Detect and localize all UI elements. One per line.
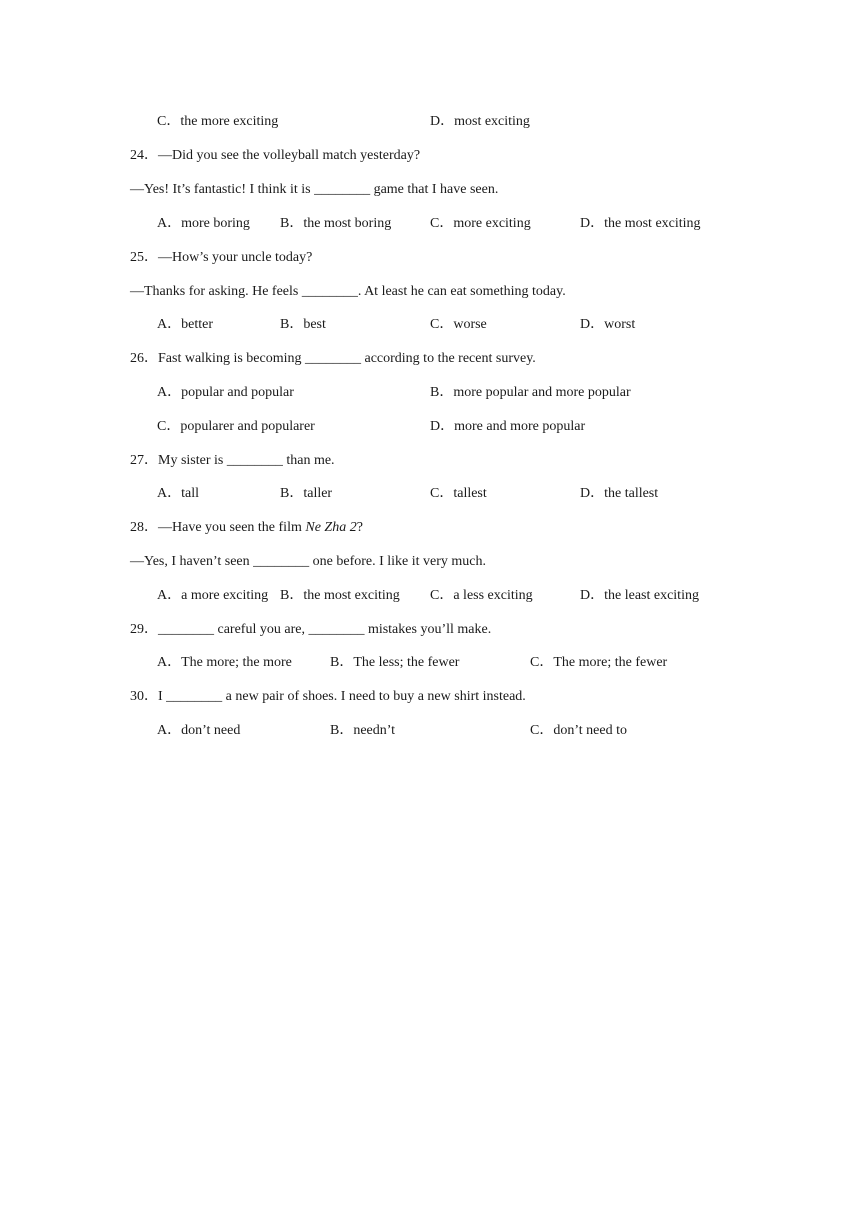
question-27-option-c[interactable]: C．tallest: [430, 486, 487, 501]
question-24-option-b[interactable]: B．the most boring: [280, 216, 392, 231]
option-d-prev[interactable]: D．most exciting: [430, 114, 530, 129]
question-25-option-d[interactable]: D．worst: [580, 317, 636, 332]
question-29-stem: 29．________ careful you are, ________ mistakes you’ll make.: [130, 622, 492, 637]
question-24-reply: —Yes! It’s fantastic! I think it is ________ game that I have seen.: [130, 182, 499, 197]
question-25-option-c[interactable]: C．worse: [430, 317, 487, 332]
question-26-option-d[interactable]: D．more and more popular: [430, 419, 586, 434]
question-26-option-b[interactable]: B．more popular and more popular: [430, 385, 631, 400]
question-27-option-a[interactable]: A．tall: [157, 486, 199, 501]
question-28-stem-text: 28．—Have you seen the film: [130, 520, 306, 535]
question-30-option-a[interactable]: A．don’t need: [157, 723, 241, 738]
question-28-reply: —Yes, I haven’t seen ________ one before. I like it very much.: [130, 554, 487, 569]
question-27-stem: 27．My sister is ________ than me.: [130, 453, 335, 468]
question-26-stem: 26．Fast walking is becoming ________ according to the recent survey.: [130, 351, 536, 366]
question-28-option-c[interactable]: C．a less exciting: [430, 588, 533, 603]
question-27-option-b[interactable]: B．taller: [280, 486, 333, 501]
option-c-prev[interactable]: C．the more exciting: [157, 114, 279, 129]
question-25-option-b[interactable]: B．best: [280, 317, 326, 332]
question-26-option-a[interactable]: A．popular and popular: [157, 385, 294, 400]
question-28-option-b[interactable]: B．the most exciting: [280, 588, 400, 603]
film-title: Ne Zha 2: [305, 520, 357, 535]
question-30-option-b[interactable]: B．needn’t: [330, 723, 396, 738]
question-26-option-c[interactable]: C．popularer and popularer: [157, 419, 315, 434]
question-24-option-a[interactable]: A．more boring: [157, 216, 250, 231]
question-25-reply: —Thanks for asking. He feels ________. At least he can eat something today.: [130, 284, 566, 299]
question-28-option-d[interactable]: D．the least exciting: [580, 588, 699, 603]
question-28-stem: [130, 518, 363, 538]
question-28-stem-end: ?: [356, 520, 363, 535]
question-28-option-a[interactable]: A．a more exciting: [157, 588, 269, 603]
question-29-option-b[interactable]: B．The less; the fewer: [330, 655, 460, 670]
question-25-stem: 25．—How’s your uncle today?: [130, 250, 313, 265]
question-29-option-c[interactable]: C．The more; the fewer: [530, 655, 668, 670]
question-24-stem: 24．—Did you see the volleyball match yesterday?: [130, 148, 421, 163]
question-30-option-c[interactable]: C．don’t need to: [530, 723, 627, 738]
question-29-option-a[interactable]: A．The more; the more: [157, 655, 292, 670]
question-25-option-a[interactable]: A．better: [157, 317, 213, 332]
question-24-option-d[interactable]: D．the most exciting: [580, 216, 701, 231]
question-24-option-c[interactable]: C．more exciting: [430, 216, 531, 231]
question-30-stem: 30．I ________ a new pair of shoes. I need to buy a new shirt instead.: [130, 689, 526, 704]
question-27-option-d[interactable]: D．the tallest: [580, 486, 659, 501]
